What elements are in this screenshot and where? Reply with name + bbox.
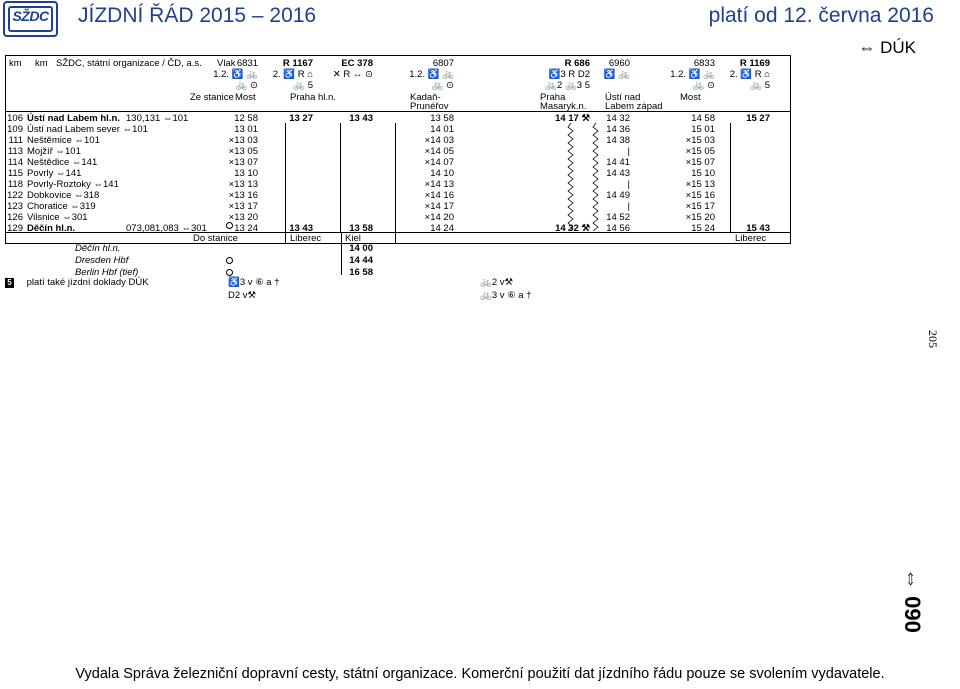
operator: SŽDC, státní organizace / ČD, a.s. <box>56 58 202 69</box>
station-name: Děčín hl.n. <box>27 223 76 234</box>
departure-time: ×14 03 <box>424 135 454 146</box>
departure-time: ×15 20 <box>685 212 715 223</box>
departure-time: 14 38 <box>606 135 630 146</box>
station-name: Povrly-Roztoky ⇔141 <box>27 179 119 190</box>
from-station-label: Ze stanice <box>190 92 234 103</box>
departure-time: ×13 03 <box>228 135 258 146</box>
note-3: ♿3 v ⑥ a † <box>228 277 280 288</box>
station-km: 114 <box>7 157 23 168</box>
departure-time: ×15 17 <box>685 201 715 212</box>
train-class: ♿ 🚲 <box>603 69 630 80</box>
continuation-line <box>341 243 342 275</box>
departure-time: ×15 05 <box>685 146 715 157</box>
train-destination: Liberec <box>290 233 322 244</box>
departure-time: 15 01 <box>691 124 715 135</box>
departure-time: 14 36 <box>606 124 630 135</box>
foreign-station: Berlin Hbf (tief) <box>75 267 139 278</box>
station-km: 106 <box>7 113 23 124</box>
stop-circle <box>226 222 233 229</box>
table-number: ⇔ 090 <box>900 568 925 633</box>
train-class: 1.2. ♿ 🚲 <box>409 69 454 80</box>
train-origin: Ústí nad <box>605 92 641 103</box>
train-services: 🚲 ⊙ <box>235 80 258 91</box>
departure-time: ×15 03 <box>685 135 715 146</box>
train-number: R 1167 <box>282 58 313 69</box>
station-km: 129 <box>7 223 23 234</box>
train-number: 6960 <box>608 58 630 69</box>
departure-time: ×15 13 <box>685 179 715 190</box>
km-header-2: km <box>35 58 48 69</box>
train-origin: Praha hl.n. <box>290 92 336 103</box>
foreign-time: 16 58 <box>349 267 373 278</box>
skip-zigzag <box>567 123 575 231</box>
train-number: 6831 <box>236 58 258 69</box>
departure-time: ×13 17 <box>228 201 258 212</box>
station-connection: 130,131 ⇔101 <box>126 113 189 124</box>
train-class: 1.2. ♿ 🚲 <box>213 69 258 80</box>
station-name: Choratice ⇔319 <box>27 201 96 212</box>
stop-circle <box>226 269 233 276</box>
departure-time: 13 43 <box>349 113 373 124</box>
departure-time: 13 24 <box>234 223 258 234</box>
foreign-time: 14 00 <box>349 243 373 254</box>
station-km: 115 <box>7 168 23 179</box>
station-name: Neštědice ⇔141 <box>27 157 98 168</box>
train-label: Vlak <box>217 58 236 69</box>
train-origin: Most <box>235 92 256 103</box>
station-km: 113 <box>7 146 23 157</box>
station-connection: 073,081,083 ⇔301 <box>126 223 207 234</box>
train-number: 6833 <box>693 58 715 69</box>
departure-time: 14 32 <box>606 113 630 124</box>
train-origin-2: Labem západ <box>605 101 663 112</box>
station-km: 111 <box>8 135 23 146</box>
train-destination: Liberec <box>735 233 767 244</box>
departure-time: 13 27 <box>289 113 313 124</box>
departure-time: 14 52 <box>606 212 630 223</box>
station-name: Vilsnice ⇔301 <box>27 212 88 223</box>
train-origin: Most <box>680 92 701 103</box>
train-services: 🚲 5 <box>293 80 313 91</box>
departure-time: ×13 07 <box>228 157 258 168</box>
logo-text: SŽDC <box>12 8 49 24</box>
station-km: 109 <box>7 124 23 135</box>
station-km: 126 <box>7 212 23 223</box>
departure-time: | <box>627 179 630 190</box>
station-km: 118 <box>7 179 23 190</box>
train-services: 🚲 ⊙ <box>431 80 454 91</box>
departure-time: ×14 16 <box>424 190 454 201</box>
train-number: R 686 <box>564 58 590 69</box>
train-services: 🚲 5 <box>750 80 770 91</box>
departure-time: ×13 05 <box>228 146 258 157</box>
departure-time: 15 10 <box>691 168 715 179</box>
train-class: ♿3 R D2 <box>548 69 590 80</box>
station-name: Neštěmice ⇔101 <box>27 135 100 146</box>
departure-time: | <box>627 201 630 212</box>
note-bike2: 🚲2 v⚒ <box>480 277 514 288</box>
foreign-station: Dresden Hbf <box>75 255 129 266</box>
note-duk <box>5 277 149 288</box>
departure-time: ×14 20 <box>424 212 454 223</box>
foreign-time: 14 44 <box>349 255 373 266</box>
train-origin: Kadaň- <box>410 92 441 103</box>
departure-time: ×13 20 <box>228 212 258 223</box>
skip-zigzag <box>592 123 600 231</box>
train-origin-2: Prunéřov <box>410 101 449 112</box>
szdc-logo <box>3 1 58 37</box>
train-services: 🚲2 🚲3 5 <box>545 80 590 91</box>
timetable <box>5 55 791 243</box>
to-station-label: Do stanice <box>193 233 238 244</box>
departure-time: ×14 13 <box>424 179 454 190</box>
departure-time: ×13 16 <box>228 190 258 201</box>
train-number: R 1169 <box>739 58 770 69</box>
note-d2: D2 v⚒ <box>228 290 257 301</box>
departure-time: 13 10 <box>234 168 258 179</box>
train-origin: Praha <box>540 92 566 103</box>
departure-time: ×13 13 <box>228 179 258 190</box>
departure-time: ×15 16 <box>685 190 715 201</box>
departure-time: 15 43 <box>746 223 770 234</box>
departure-time: ×15 07 <box>685 157 715 168</box>
departure-time: 14 17 ⚒ <box>555 113 590 124</box>
departure-time: 14 49 <box>606 190 630 201</box>
departure-time: 14 01 <box>430 124 454 135</box>
station-name: Mojžíř ⇔101 <box>27 146 81 157</box>
departure-time: 14 24 <box>430 223 454 234</box>
validity-date: platí od 12. června 2016 <box>708 4 934 27</box>
departure-time: 14 58 <box>691 113 715 124</box>
departure-time: 13 01 <box>234 124 258 135</box>
station-name: Ústí nad Labem hl.n. <box>27 113 120 124</box>
duk-label: ⇔ DÚK <box>858 38 916 57</box>
departure-time: 14 32 ⚒ <box>555 223 590 234</box>
stop-circle <box>226 257 233 264</box>
departure-time: 14 10 <box>430 168 454 179</box>
train-services: 🚲 ⊙ <box>692 80 715 91</box>
departure-time: ×14 05 <box>424 146 454 157</box>
page-title: JÍZDNÍ ŘÁD 2015 – 2016 <box>78 4 317 27</box>
departure-time: 14 56 <box>606 223 630 234</box>
train-origin-2: Masaryk.n. <box>540 101 587 112</box>
train-destination: Kiel <box>345 233 361 244</box>
train-class: 2. ♿ R ⌂ <box>729 69 770 80</box>
km-header: km <box>9 58 22 69</box>
station-km: 122 <box>7 190 23 201</box>
departure-time: 13 58 <box>349 223 373 234</box>
departure-time: 12 58 <box>234 113 258 124</box>
badge-5: 5 <box>5 278 14 288</box>
train-number: EC 378 <box>341 58 373 69</box>
departure-time: 13 43 <box>289 223 313 234</box>
page-number: 205 <box>926 330 940 348</box>
departure-time: 15 27 <box>746 113 770 124</box>
note-bike3: 🚲3 v ⑥ a † <box>480 290 532 301</box>
station-name: Dobkovice ⇔318 <box>27 190 100 201</box>
train-class: ✕ R ↔ ⊙ <box>332 69 373 80</box>
station-name: Povrly ⇔141 <box>27 168 82 179</box>
train-class: 2. ♿ R ⌂ <box>272 69 313 80</box>
departure-time: ×14 17 <box>424 201 454 212</box>
note-duk-text: platí také jízdní doklady DÚK <box>26 277 149 288</box>
departure-time: 13 58 <box>430 113 454 124</box>
foreign-station: Děčín hl.n. <box>75 243 121 254</box>
departure-time: 14 43 <box>606 168 630 179</box>
train-number: 6807 <box>432 58 454 69</box>
station-km: 123 <box>7 201 23 212</box>
train-class: 1.2. ♿ 🚲 <box>670 69 715 80</box>
footer-publisher: Vydala Správa železniční dopravní cesty, státní organizace. Komerční použití dat jízdního řádu pouze se svolením vydavatele. <box>75 666 885 682</box>
departure-time: ×14 07 <box>424 157 454 168</box>
departure-time: 14 41 <box>606 157 630 168</box>
station-name: Ústí nad Labem sever ⇔101 <box>27 124 148 135</box>
departure-time: | <box>627 146 630 157</box>
departure-time: 15 24 <box>691 223 715 234</box>
